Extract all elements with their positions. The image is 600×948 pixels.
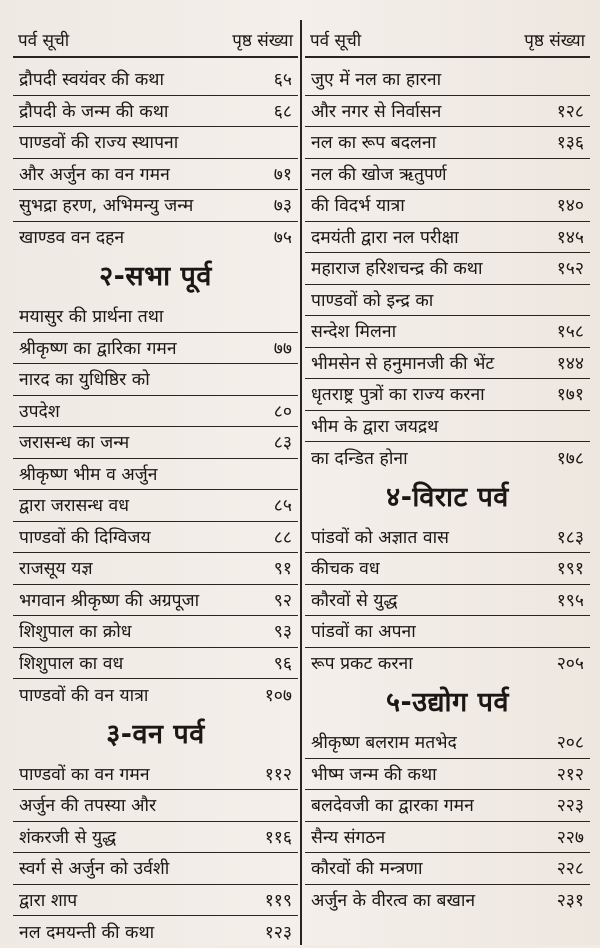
contents-entry	[13, 333, 298, 365]
entry-page-number: १२३	[264, 922, 292, 943]
entry-page-number: ७७	[273, 338, 292, 359]
entry-title: नारद का युधिष्ठिर को	[19, 370, 150, 391]
contents-entry	[13, 190, 298, 222]
section-heading: ३-वन पर्व	[106, 718, 205, 750]
contents-entry	[305, 585, 590, 617]
entry-page-number: २२३	[556, 796, 584, 817]
entry-title: श्रीकृष्ण बलराम मतभेद	[311, 733, 457, 754]
contents-entry	[305, 96, 590, 128]
entry-title: और नगर से निर्वासन	[311, 101, 442, 122]
entry-title: द्वारा शाप	[19, 890, 78, 911]
contents-entry	[305, 853, 590, 885]
entry-page-number: ७१	[273, 164, 292, 185]
entry-page-number: १५८	[556, 322, 584, 343]
entry-page-number: १३६	[556, 133, 584, 154]
entry-title: नल की खोज ऋतुपर्ण	[311, 164, 447, 185]
entry-page-number: १५२	[556, 259, 584, 280]
contents-entry	[305, 285, 590, 317]
header-chapter-label: पर्व सूची	[310, 30, 362, 51]
entry-page-number: ११९	[264, 890, 292, 911]
contents-entry	[13, 648, 298, 680]
contents-entry	[305, 316, 590, 348]
entry-title: सन्देश मिलना	[311, 322, 397, 343]
entry-title: अर्जुन के वीरत्व का बखान	[311, 891, 476, 912]
section-heading: २-सभा पूर्व	[99, 261, 212, 292]
entry-page-number: ९२	[273, 590, 292, 611]
entry-title: पांडवों को अज्ञात वास	[311, 527, 449, 548]
contents-entry	[13, 585, 298, 617]
entry-page-number: १९१	[556, 559, 584, 580]
entry-title: का दन्डित होना	[311, 448, 408, 469]
entry-page-number: ८८	[273, 527, 292, 548]
contents-entry	[305, 348, 590, 380]
entry-title: भीमसेन से हनुमानजी की भेंट	[311, 353, 495, 374]
left-column-header	[13, 22, 298, 58]
entry-page-number: ७३	[273, 196, 292, 217]
contents-entry	[305, 790, 590, 822]
entry-title: कौरवों से युद्ध	[311, 590, 398, 611]
right-column	[305, 22, 590, 945]
entry-title: शिशुपाल का क्रोध	[19, 622, 132, 643]
entry-title: पाण्डवों की दिग्विजय	[19, 527, 151, 548]
entry-title: पाण्डवों की वन यात्रा	[19, 685, 149, 706]
entry-title: नल का रूप बदलना	[311, 133, 437, 154]
right-contents-list	[305, 64, 590, 916]
entry-page-number: ९१	[273, 559, 292, 580]
entry-title: सुभद्रा हरण, अभिमन्यु जन्म	[19, 196, 194, 217]
entry-page-number: २१२	[556, 764, 584, 785]
entry-title: कौरवों की मन्त्रणा	[311, 859, 423, 880]
contents-entry	[305, 253, 590, 285]
contents-entry	[13, 679, 298, 711]
entry-title: शंकरजी से युद्ध	[19, 827, 117, 848]
contents-entry	[13, 96, 298, 128]
contents-entry	[305, 759, 590, 791]
contents-entry	[13, 427, 298, 459]
entry-title: नल दमयन्ती की कथा	[19, 922, 155, 943]
contents-entry	[305, 64, 590, 96]
contents-entry	[305, 411, 590, 443]
entry-page-number: १२८	[556, 101, 584, 122]
entry-title: पांडवों का अपना	[311, 622, 416, 643]
entry-title: महाराज हरिशचन्द्र की कथा	[311, 259, 483, 280]
entry-title: उपदेश	[19, 401, 60, 422]
contents-entry	[13, 490, 298, 522]
entry-page-number: ८५	[273, 496, 292, 517]
entry-title: जरासन्ध का जन्म	[19, 433, 130, 454]
entry-title: शिशुपाल का वध	[19, 653, 124, 674]
entry-title: दमयंती द्वारा नल परीक्षा	[311, 227, 459, 248]
contents-entry	[305, 442, 590, 474]
contents-entry	[13, 159, 298, 191]
entry-title: खाण्डव वन दहन	[19, 228, 125, 249]
contents-entry	[13, 222, 298, 254]
entry-title: द्रौपदी के जन्म की कथा	[19, 101, 169, 122]
entry-page-number: २३१	[556, 891, 584, 912]
contents-entry	[13, 553, 298, 585]
contents-entry	[13, 790, 298, 822]
entry-page-number: १४४	[556, 353, 584, 374]
entry-page-number: ८३	[273, 433, 292, 454]
contents-entry	[13, 459, 298, 491]
entry-page-number: २०५	[556, 654, 584, 675]
entry-page-number: २२७	[556, 827, 584, 848]
entry-page-number: १४०	[556, 196, 584, 217]
column-divider	[300, 20, 302, 945]
entry-page-number: ७५	[273, 228, 292, 249]
contents-entry	[13, 127, 298, 159]
left-contents-list	[13, 64, 298, 948]
entry-title: स्वर्ग से अर्जुन को उर्वशी	[19, 859, 170, 880]
contents-entry	[305, 127, 590, 159]
entry-title: श्रीकृष्ण भीम व अर्जुन	[19, 464, 158, 485]
entry-title: भगवान श्रीकृष्ण की अग्रपूजा	[19, 590, 200, 611]
entry-page-number: १९५	[556, 590, 584, 611]
header-page-label: पृष्ठ संख्या	[524, 30, 585, 51]
contents-entry	[305, 190, 590, 222]
contents-entry	[13, 759, 298, 791]
contents-entry	[305, 159, 590, 191]
contents-entry	[13, 301, 298, 333]
entry-title: अर्जुन की तपस्या और	[19, 796, 157, 817]
section-heading: ४-विराट पर्व	[386, 481, 509, 513]
entry-page-number: ९३	[273, 622, 292, 643]
entry-page-number: ६८	[273, 101, 292, 122]
header-chapter-label: पर्व सूची	[18, 30, 70, 51]
entry-page-number: ११६	[264, 827, 292, 848]
contents-entry	[13, 916, 298, 948]
entry-title: राजसूय यज्ञ	[19, 559, 93, 580]
entry-title: श्रीकृष्ण का द्वारिका गमन	[19, 338, 177, 359]
entry-title: भीष्म जन्म की कथा	[311, 764, 437, 785]
contents-entry	[305, 727, 590, 759]
contents-entry	[305, 222, 590, 254]
contents-entry	[13, 396, 298, 428]
entry-page-number: ९६	[273, 653, 292, 674]
entry-page-number: १७१	[556, 385, 584, 406]
entry-title: पाण्डवों को इन्द्र का	[311, 290, 434, 311]
entry-title: पाण्डवों की राज्य स्थापना	[19, 133, 179, 154]
entry-page-number: १४५	[556, 227, 584, 248]
entry-page-number: १७८	[556, 448, 584, 469]
header-page-label: पृष्ठ संख्या	[232, 30, 293, 51]
entry-title: रूप प्रकट करना	[311, 654, 413, 675]
entry-page-number: ६५	[273, 70, 292, 91]
entry-page-number: २२८	[556, 859, 584, 880]
entry-title: सैन्य संगठन	[311, 827, 386, 848]
entry-title: और अर्जुन का वन गमन	[19, 164, 170, 185]
entry-title: द्वारा जरासन्ध वध	[19, 496, 130, 517]
contents-entry	[13, 522, 298, 554]
entry-title: भीम के द्वारा जयद्रथ	[311, 416, 439, 437]
contents-entry	[13, 64, 298, 96]
entry-page-number: ११२	[264, 764, 292, 785]
contents-entry	[13, 364, 298, 396]
entry-title: बलदेवजी का द्वारका गमन	[311, 796, 474, 817]
contents-entry	[305, 885, 590, 917]
entry-page-number: ८०	[273, 401, 292, 422]
entry-title: पाण्डवों का वन गमन	[19, 764, 150, 785]
entry-title: द्रौपदी स्वयंवर की कथा	[19, 70, 164, 91]
entry-title: जुए में नल का हारना	[311, 70, 442, 91]
entry-title: धृतराष्ट्र पुत्रों का राज्य करना	[311, 385, 485, 406]
contents-entry	[305, 379, 590, 411]
contents-entry	[305, 648, 590, 680]
contents-entry	[305, 522, 590, 554]
entry-page-number: १०७	[264, 685, 292, 706]
contents-entry	[13, 822, 298, 854]
entry-title: कीचक वध	[311, 559, 380, 580]
contents-entry	[305, 616, 590, 648]
entry-page-number: १८३	[556, 527, 584, 548]
contents-entry	[305, 822, 590, 854]
contents-entry	[305, 553, 590, 585]
contents-entry	[13, 616, 298, 648]
contents-entry	[13, 853, 298, 885]
section-heading: ५-उद्योग पर्व	[386, 687, 509, 718]
left-column	[13, 22, 298, 945]
entry-title: की विदर्भ यात्रा	[311, 196, 405, 217]
contents-entry	[13, 885, 298, 917]
right-column-header	[305, 22, 590, 58]
entry-title: मयासुर की प्रार्थना तथा	[19, 307, 164, 328]
entry-page-number: २०८	[556, 733, 584, 754]
